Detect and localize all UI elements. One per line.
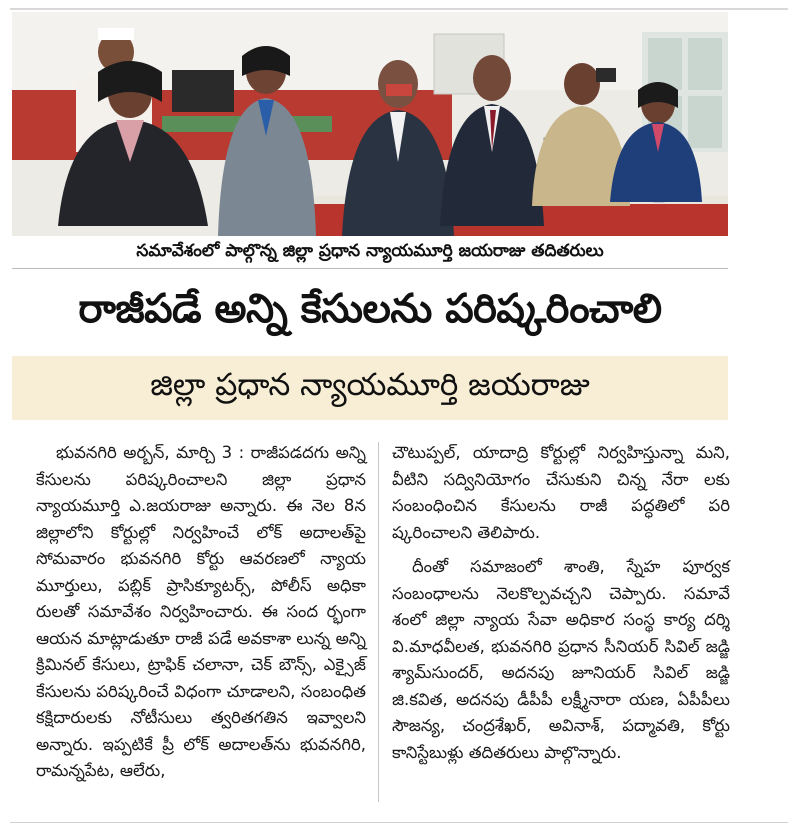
- headline: రాజీపడే అన్ని కేసులను పరిష్కరించాలి: [78, 286, 662, 332]
- subheadline: జిల్లా ప్రధాన న్యాయమూర్తి జయరాజు: [12, 356, 728, 420]
- body-column-right: [392, 440, 730, 774]
- paragraph: దీంతో సమాజంలో శాంతి, స్నేహ పూర్వక సంబంధాలను నెలకొల్పవచ్చని చెప్పారు. సమావే శంలో జిల్లా న్యాయ సేవా అధికార సంస్థ కార్య దర్శి వి.మాధవీలత, భువనగిరి ప్రధాన సీనియర్ సివిల్ జడ్జి శ్యామ్‌సుందర్, అదనపు జూనియర్ సివిల్ జడ్జి జి.కవిత, అదనపు డీపీపీ లక్ష్మీనారా యణ, ఏపీపీలు సౌజన్య, చంద్రశేఖర్, అవినాశ్, పద్మావతి, కోర్టు కానిస్టేబుళ్లు తదితరులు పాల్గొన్నారు.: [392, 557, 730, 762]
- bottom-border: [10, 822, 788, 823]
- meeting-photo: [12, 12, 728, 236]
- news-photo: [12, 12, 728, 236]
- top-border: [10, 8, 788, 10]
- paragraph: భువనగిరి అర్బన్, మార్చి 3 : రాజీపడదగు అన్ని కేసులను పరిష్కరించాలని జిల్లా ప్రధాన న్యాయమూర్తి ఎ.జయరాజు అన్నారు. ఈ నెల 8న జిల్లాలోని కోర్టుల్లో నిర్వహించే లోక్ అదాలత్‌పై సోమవారం భువనగిరి కోర్టు ఆవరణలో న్యాయ మూర్తులు, పబ్లిక్ ప్రాసిక్యూటర్స్, పోలీస్ అధికా రులతో సమావేశం నిర్వహించారు. ఈ సంద ర్భంగా ఆయన మాట్లాడుతూ రాజీ పడే అవకాశా లున్న అన్ని క్రిమినల్ కేసులు, ట్రాఫిక్ చలానా, చెక్ బౌన్స్, ఎక్సైజ్ కేసులను పరిష్కరించే విధంగా చూడాలని, సంబంధిత కక్షిదారులకు నోటీసులు త్వరితగతిన ఇవ్వాలని అన్నారు. ఇప్పటికే ప్రీ లోక్ అదాలత్‌ను భువనగిరి, రామన్నపేట, ఆలేరు,: [36, 443, 366, 780]
- body-column-left: [36, 440, 366, 793]
- paragraph: చౌటుప్పల్, యాదాద్రి కోర్టుల్లో నిర్వహిస్తున్నా మని, వీటిని సద్వినియోగం చేసుకుని చిన్న నేరా లకు సంబంధించిన కేసులను రాజీ పద్ధతిలో పరి ష్కరించాలని తెలిపారు.: [392, 443, 730, 542]
- photo-caption: సమావేశంలో పాల్గొన్న జిల్లా ప్రధాన న్యాయమూర్తి జయరాజు తదితరులు: [12, 238, 728, 269]
- column-divider: [378, 442, 379, 802]
